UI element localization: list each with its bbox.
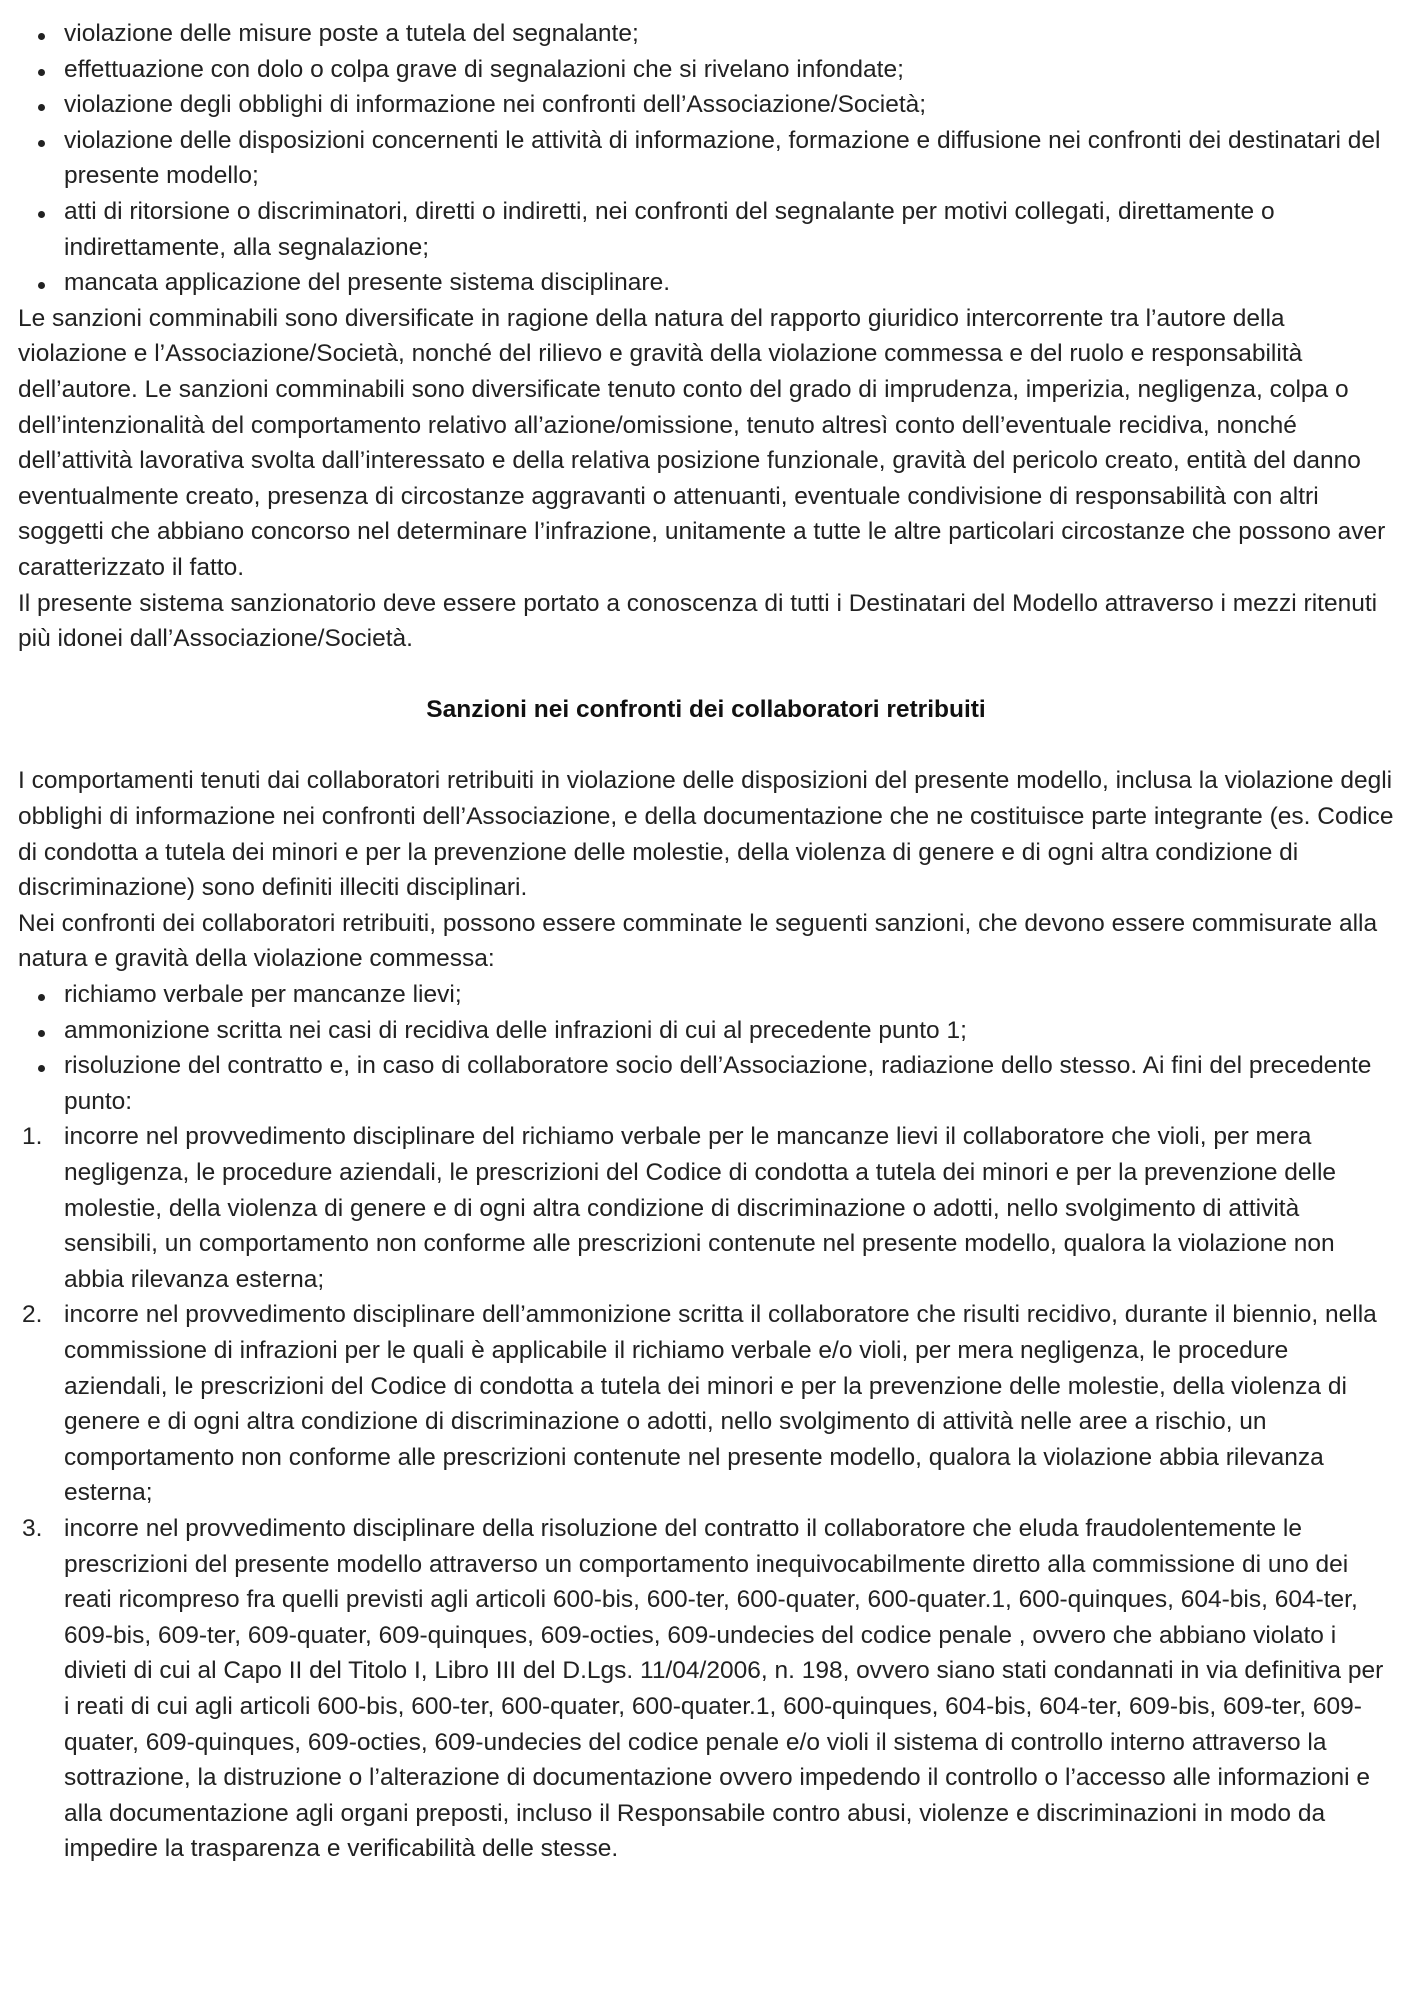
spacer [18, 657, 1394, 693]
list-item: violazione delle disposizioni concernenti le attività di informazione, formazione e diffusione nei confronti dei destinatari del presente modello; [18, 123, 1394, 194]
spacer [18, 728, 1394, 764]
sanctions-paragraph: Le sanzioni comminabili sono diversificate in ragione della natura del rapporto giuridico intercorrente tra l’autore della violazione e l’Associazione/Società, nonché del rilievo e gravità della violazione commessa e del ruolo e responsabilità dell’autore. Le sanzioni comminabili sono diversificate tenuto conto del grado di imprudenza, imperizia, negligenza, colpa o dell’intenzionalità del comportamento relativo all’azione/omissione, tenuto altresì conto dell’eventuale recidiva, nonché dell’attività lavorativa svolta dall’interessato e della relativa posizione funzionale, gravità del pericolo creato, entità del danno eventualmente creato, presenza di circostanze aggravanti o attenuanti, eventuale condivisione di responsabilità con altri soggetti che abbiano concorso nel determinare l’infrazione, unitamente a tutte le altre particolari circostanze che possono aver caratterizzato il fatto. [18, 304, 1386, 581]
sanction-system-paragraph: Il presente sistema sanzionatorio deve essere portato a conoscenza di tutti i Destinatari del Modello attraverso i mezzi ritenuti più idonei dall’Associazione/Società. [18, 589, 1378, 653]
applicable-sanctions-paragraph: Nei confronti dei collaboratori retribuiti, possono essere comminate le seguenti sanzioni, che devono essere commisurate alla natura e gravità della violazione commessa: [18, 909, 1378, 973]
list-item: atti di ritorsione o discriminatori, diretti o indiretti, nei confronti del segnalante per motivi collegati, direttamente o indirettamente, alla segnalazione; [18, 194, 1394, 265]
document-page [18, 16, 1394, 1867]
list-item: effettuazione con dolo o colpa grave di segnalazioni che si rivelano infondate; [18, 52, 1394, 88]
list-item: risoluzione del contratto e, in caso di collaboratore socio dell’Associazione, radiazione dello stesso. Ai fini del precedente punto: [18, 1048, 1394, 1119]
numbered-provisions-list [18, 1119, 1394, 1866]
sanctions-list [18, 977, 1394, 1119]
numbered-item [18, 1297, 1394, 1511]
violations-list [18, 16, 1394, 301]
behaviour-paragraph: I comportamenti tenuti dai collaboratori retribuiti in violazione delle disposizioni del presente modello, inclusa la violazione degli obblighi di informazione nei confronti dell’Associazione, e della documentazione che ne costituisce parte integrante (es. Codice di condotta a tutela dei minori e per la prevenzione delle molestie, della violenza di genere e di ogni altra condizione di discriminazione) sono definiti illeciti disciplinari. [18, 767, 1394, 902]
item-text: incorre nel provvedimento disciplinare dell’ammonizione scritta il collaboratore che risulti recidivo, durante il biennio, nella commissione di infrazioni per le quali è applicabile il richiamo verbale e/o violi, per mera negligenza, le procedure aziendali, le prescrizioni del Codice di condotta a tutela dei minori e per la prevenzione delle molestie, della violenza di genere e di ogni altra condizione di discriminazione o adotti, nello svolgimento di attività nelle aree a rischio, un comportamento non conforme alle prescrizioni contenute nel presente modello, qualora la violazione abbia rilevanza esterna; [64, 1301, 1377, 1507]
item-text: incorre nel provvedimento disciplinare del richiamo verbale per le mancanze lievi il collaboratore che violi, per mera negligenza, le procedure aziendali, le prescrizioni del Codice di condotta a tutela dei minori e per la prevenzione delle molestie, della violenza di genere e di ogni altra condizione di discriminazione o adotti, nello svolgimento di attività sensibili, un comportamento non conforme alle prescrizioni contenute nel presente modello, qualora la violazione non abbia rilevanza esterna; [64, 1123, 1337, 1293]
numbered-item [18, 1119, 1394, 1297]
list-item: ammonizione scritta nei casi di recidiva delle infrazioni di cui al precedente punto 1; [18, 1013, 1394, 1049]
list-item: violazione delle misure poste a tutela del segnalante; [18, 16, 1394, 52]
item-text: incorre nel provvedimento disciplinare della risoluzione del contratto il collaboratore che eluda fraudolentemente le prescrizioni del presente modello attraverso un comportamento inequivocabilmente diretto alla commissione di uno dei reati ricompreso fra quelli previsti agli articoli 600-bis, 600-ter, 600-quater, 600-quater.1, 600-quinques, 604-bis, 604-ter, 609-bis, 609-ter, 609-quater, 609-quinques, 609-octies, 609-undecies del codice penale , ovvero che abbiano violato i divieti di cui al Capo II del Titolo I, Libro III del D.Lgs. 11/04/2006, n. 198, ovvero siano stati condannati in via definitiva per i reati di cui agli articoli 600-bis, 600-ter, 600-quater, 600-quater.1, 600-quinques, 604-bis, 604-ter, 609-bis, 609-ter, 609-quater, 609-quinques, 609-octies, 609-undecies del codice penale e/o violi il sistema di controllo interno attraverso la sottrazione, la distruzione o l’alterazione di documentazione ovvero impedendo il controllo o l’accesso alle informazioni e alla documentazione agli organi preposti, incluso il Responsabile contro abusi, violenze e discriminazioni in modo da impedire la trasparenza e verificabilità delle stesse. [64, 1514, 1384, 1863]
item-number: 3. [22, 1514, 43, 1542]
list-item: richiamo verbale per mancanze lievi; [18, 977, 1394, 1013]
section-heading: Sanzioni nei confronti dei collaboratori retribuiti [426, 696, 986, 724]
item-number: 2. [22, 1301, 43, 1329]
list-item: mancata applicazione del presente sistema disciplinare. [18, 265, 1394, 301]
numbered-item [18, 1511, 1394, 1867]
list-item: violazione degli obblighi di informazione nei confronti dell’Associazione/Società; [18, 87, 1394, 123]
item-number: 1. [22, 1123, 43, 1151]
